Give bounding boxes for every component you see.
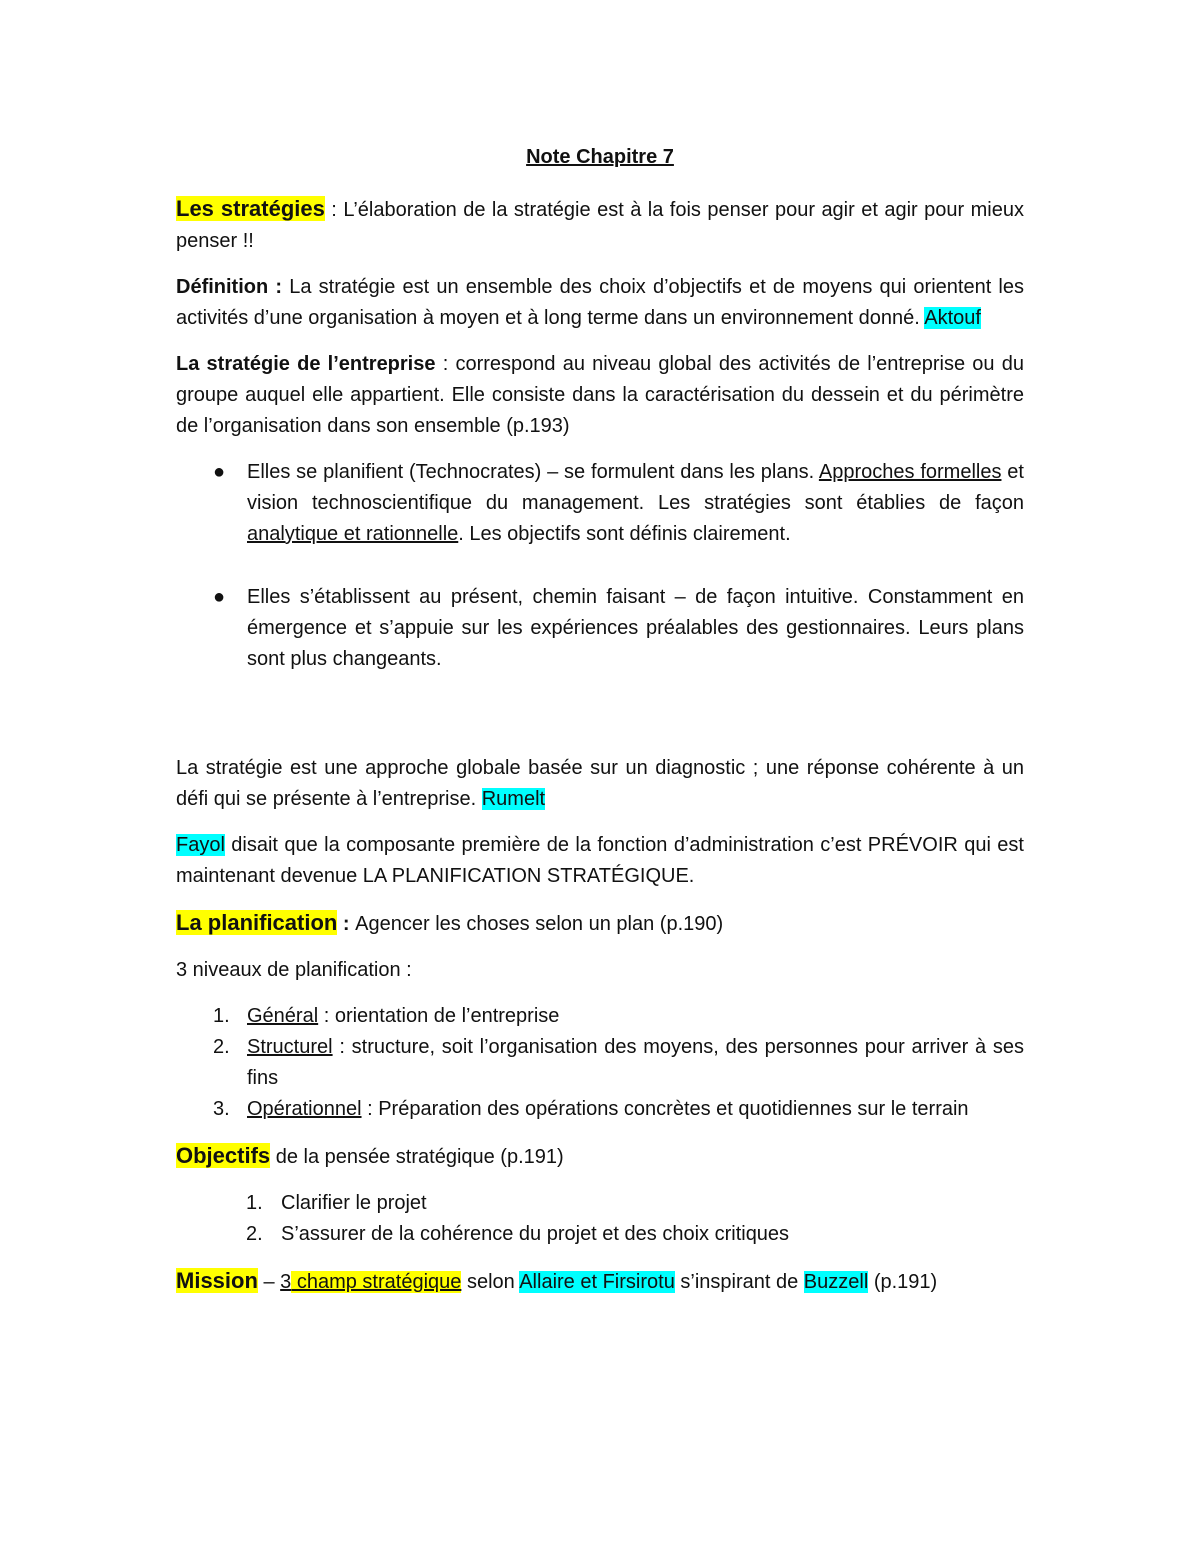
bullet-1-text-a: Elles se planifient (Technocrates) – se formulent dans les plans. [247, 461, 819, 483]
paragraph-definition [176, 272, 1024, 334]
term-mission: Mission [176, 1268, 258, 1293]
paragraph-strategies [176, 193, 1024, 257]
mission-page-ref: (p.191) [868, 1271, 938, 1293]
bullet-list [176, 457, 1024, 675]
bullet-1-underline-analytique: analytique et rationnelle [247, 523, 459, 545]
bullet-icon: ● [213, 461, 226, 483]
term-les-strategies: Les stratégies [176, 196, 325, 221]
bullet-1-text-c: . Les objectifs sont définis clairement. [458, 523, 791, 545]
paragraph-mission [176, 1265, 1024, 1298]
bullet-1-text-b: et vision technoscientifique du management. Les stratégies sont établies de façon [247, 461, 1024, 514]
document-body [176, 142, 1024, 1313]
objectives-list [176, 1188, 1024, 1250]
spacer [176, 707, 1024, 753]
fayol-text: disait que la composante première de la fonction d’administration c’est PRÉVOIR qui est maintenant devenue LA PLANIFICATION STRATÉGIQUE. [176, 834, 1024, 887]
level-text: : orientation de l’entreprise [318, 1005, 560, 1027]
term-definition: Définition : [176, 276, 283, 298]
bullet-2-text: Elles s’établissent au présent, chemin faisant – de façon intuitive. Constamment en émergence et s’appuie sur les expériences préalables des gestionnaires. Leurs plans sont plus changeants. [247, 586, 1024, 670]
author-buzzell: Buzzell [803, 1271, 869, 1293]
list-number: 3. [213, 1098, 230, 1120]
definition-text: La stratégie est un ensemble des choix d’objectifs et de moyens qui orientent les activités d’une organisation à moyen et à long terme dans un environnement donné. [176, 276, 1024, 329]
paragraph-fayol [176, 830, 1024, 892]
list-number: 1. [246, 1192, 263, 1214]
document-title: Note Chapitre 7 [526, 146, 674, 168]
term-planification: La planification [176, 910, 338, 935]
level-term-operationnel: Opérationnel [247, 1098, 362, 1120]
term-strategie-entreprise: La stratégie de l’entreprise [176, 353, 436, 375]
paragraph-niveaux: 3 niveaux de planification : [176, 959, 412, 981]
objectifs-text: de la pensée stratégique (p.191) [270, 1146, 564, 1168]
author-aktouf: Aktouf [924, 307, 981, 329]
author-allaire-firsirotu: Allaire et Firsirotu [519, 1271, 675, 1293]
author-fayol: Fayol [176, 834, 225, 856]
paragraph-planification [176, 907, 1024, 940]
list-item [176, 1094, 1024, 1125]
mission-selon: selon [461, 1271, 520, 1293]
level-text: : structure, soit l’organisation des moyens, des personnes pour arriver à ses fins [247, 1036, 1024, 1089]
paragraph-objectifs [176, 1140, 1024, 1173]
list-number: 1. [213, 1005, 230, 1027]
planification-colon: : [337, 913, 356, 935]
list-item [176, 1001, 1024, 1032]
strategie-entreprise-text: : correspond au niveau global des activités de l’entreprise ou du groupe auquel elle appartient. Elle consiste dans la caractérisation du dessein et du périmètre de l’organisation dans son ensemble (p.193) [176, 353, 1024, 437]
level-term-general: Général [247, 1005, 319, 1027]
list-item [176, 1219, 1024, 1250]
objective-text: Clarifier le projet [281, 1192, 427, 1214]
list-item [176, 1188, 1024, 1219]
bullet-1-underline-approches: Approches formelles [818, 461, 1002, 483]
rumelt-text: La stratégie est une approche globale basée sur un diagnostic ; une réponse cohérente à un défi qui se présente à l’entreprise. [176, 757, 1024, 810]
planification-text: Agencer les choses selon un plan (p.190) [355, 913, 724, 935]
levels-list [176, 1001, 1024, 1125]
list-number: 2. [246, 1223, 263, 1245]
bullet-icon: ● [213, 586, 226, 608]
list-item [176, 457, 1024, 550]
level-term-structurel: Structurel [247, 1036, 333, 1058]
list-number: 2. [213, 1036, 230, 1058]
author-rumelt: Rumelt [481, 788, 546, 810]
term-objectifs: Objectifs [176, 1143, 271, 1168]
mission-number: 3 [280, 1271, 292, 1293]
paragraph-strategie-entreprise [176, 349, 1024, 442]
strategies-text: : L’élaboration de la stratégie est à la fois penser pour agir et agir pour mieux penser !! [176, 199, 1024, 252]
list-item [176, 582, 1024, 675]
objective-text: S’assurer de la cohérence du projet et des choix critiques [281, 1223, 790, 1245]
level-text: : Préparation des opérations concrètes et quotidiennes sur le terrain [361, 1098, 969, 1120]
mission-champ-strategique: champ stratégique [291, 1271, 462, 1293]
mission-dash: – [257, 1271, 281, 1293]
paragraph-rumelt [176, 753, 1024, 815]
list-item [176, 1032, 1024, 1094]
mission-inspirant: s’inspirant de [674, 1271, 804, 1293]
